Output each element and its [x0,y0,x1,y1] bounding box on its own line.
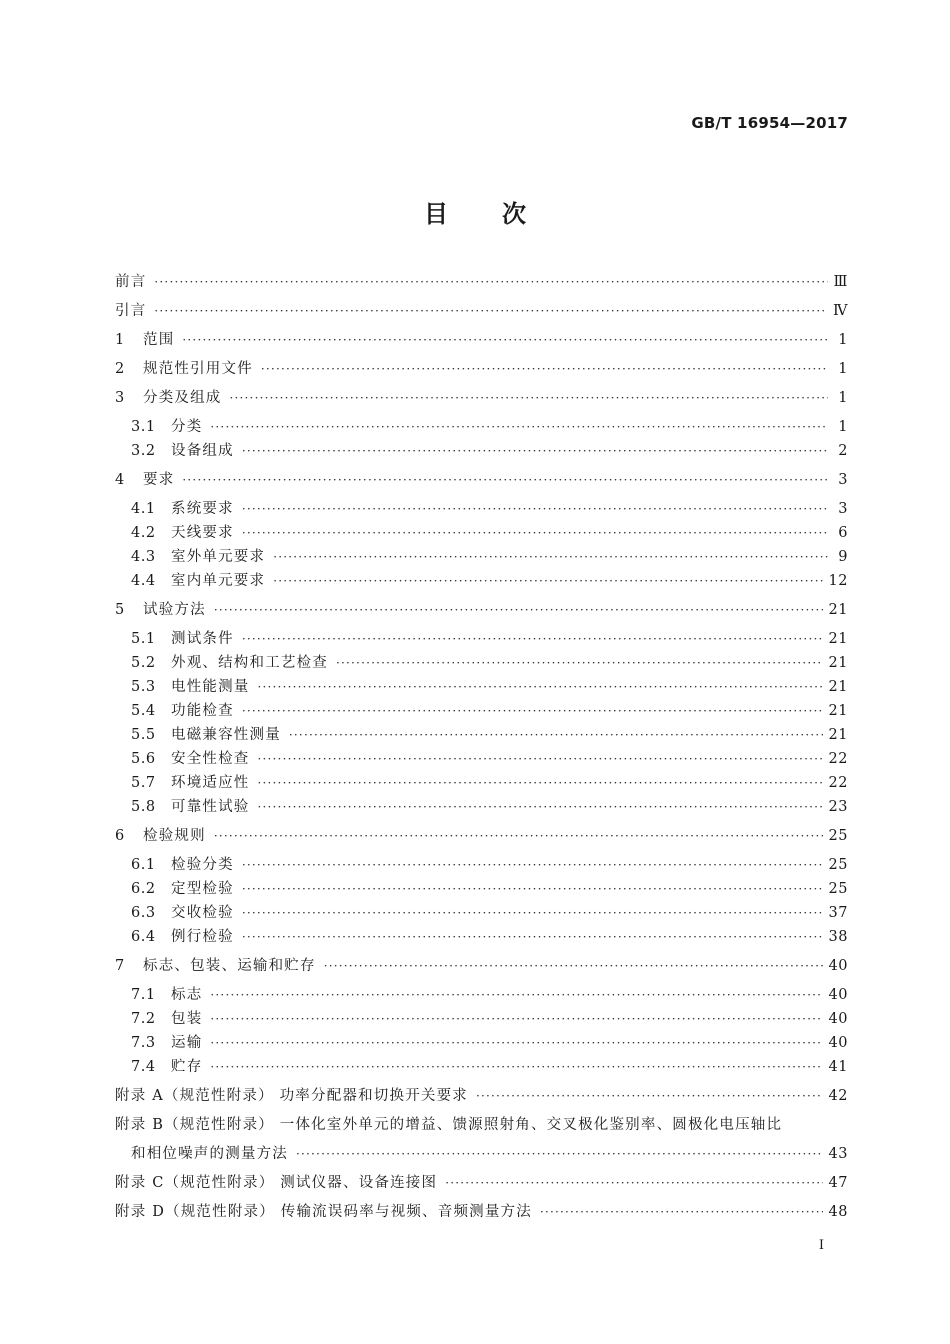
dot-leader [214,829,823,843]
toc-number: 2 [115,361,125,377]
toc-label: 可靠性试验 [171,799,250,815]
toc-number: 6.4 [131,929,156,945]
toc-label: 附录 D（规范性附录） 传输流误码率与视频、音频测量方法 [115,1204,532,1220]
toc-label: 电磁兼容性测量 [171,727,281,743]
toc-subentry[interactable] [115,853,848,877]
toc-subentry[interactable] [115,521,848,545]
toc-number: 5.7 [131,775,156,791]
toc-page: 21 [828,679,848,695]
toc-label: 交收检验 [171,905,234,921]
dot-leader [242,882,823,896]
toc-page: Ⅲ [833,274,848,290]
toc-label: 分类 [171,419,203,435]
toc-number: 7.4 [131,1059,156,1075]
toc-label: 引言 [115,303,147,319]
dot-leader [182,473,828,487]
toc-number: 5.4 [131,703,156,719]
toc-page: 43 [828,1146,848,1162]
toc-page: 1 [838,390,848,406]
toc-label: 设备组成 [171,443,234,459]
toc-number: 3.2 [131,443,156,459]
toc-page: 21 [828,655,848,671]
toc-number: 3 [115,390,125,406]
toc-page: 2 [838,443,848,459]
toc-label: 贮存 [171,1059,203,1075]
toc-subentry[interactable] [115,747,848,771]
toc-subentry[interactable] [115,1007,848,1031]
toc-label: 功能检查 [171,703,234,719]
toc-page: 3 [838,472,848,488]
toc-label: 安全性检查 [171,751,250,767]
toc-label: 检验分类 [171,857,234,873]
toc-subentry[interactable] [115,627,848,651]
toc-label: 天线要求 [171,525,234,541]
toc-label: 包装 [171,1011,203,1027]
toc-number: 4.4 [131,573,156,589]
toc-subentry[interactable] [115,723,848,747]
toc-entry[interactable] [115,468,848,492]
dot-leader [154,275,827,289]
dot-leader [242,502,828,516]
toc-label: 室外单元要求 [171,549,266,565]
dot-leader [242,858,823,872]
toc-number: 6 [115,828,125,844]
dot-leader [445,1176,822,1190]
dot-leader [258,680,823,694]
toc-entry-introduction[interactable] [115,299,848,323]
toc-number: 5 [115,602,125,618]
toc-subentry[interactable] [115,925,848,949]
toc-page: 42 [828,1088,848,1104]
toc-subentry[interactable] [115,1031,848,1055]
toc-number: 3.1 [131,419,156,435]
dot-leader [242,444,828,458]
toc-label: 环境适应性 [171,775,250,791]
toc-number: 5.8 [131,799,156,815]
toc-number: 4.2 [131,525,156,541]
toc-label: 例行检验 [171,929,234,945]
toc-subentry[interactable] [115,545,848,569]
page-title: 目次 [424,199,580,228]
toc-page: 21 [828,703,848,719]
toc-subentry[interactable] [115,771,848,795]
dot-leader [273,574,822,588]
toc-subentry[interactable] [115,877,848,901]
toc-subentry[interactable] [115,415,848,439]
toc-subentry[interactable] [115,569,848,593]
toc-page: 22 [828,751,848,767]
toc-label: 电性能测量 [171,679,250,695]
toc-page: 1 [838,361,848,377]
toc-page: 25 [828,828,848,844]
dot-leader [210,1060,822,1074]
dot-leader [258,752,823,766]
toc-number: 7.1 [131,987,156,1003]
toc-appendix-c[interactable] [115,1171,848,1195]
toc-page: 12 [828,573,848,589]
toc-entry[interactable] [115,954,848,978]
toc-label: 和相位噪声的测量方法 [131,1146,288,1162]
toc-number: 1 [115,332,125,348]
toc-subentry[interactable] [115,1055,848,1079]
toc-page: 21 [828,602,848,618]
dot-leader [242,704,823,718]
toc-page: 48 [828,1204,848,1220]
toc-subentry[interactable] [115,901,848,925]
dot-leader [230,391,829,405]
toc-page: 9 [838,549,848,565]
toc-page: 1 [838,419,848,435]
toc-label: 室内单元要求 [171,573,266,589]
dot-leader [336,656,823,670]
toc-entry-preface[interactable] [115,270,848,294]
dot-leader [154,304,827,318]
toc-page: 38 [828,929,848,945]
dot-leader [258,776,823,790]
dot-leader [210,988,822,1002]
toc-page: 40 [828,1011,848,1027]
toc-subentry[interactable] [115,699,848,723]
dot-leader [242,526,828,540]
dot-leader [261,362,828,376]
toc-label: 定型检验 [171,881,234,897]
toc-number: 5.5 [131,727,156,743]
dot-leader [210,1036,822,1050]
toc-subentry[interactable] [115,675,848,699]
toc-number: 6.2 [131,881,156,897]
toc-number: 7 [115,958,125,974]
toc-entry[interactable] [115,598,848,622]
toc-entry[interactable] [115,328,848,352]
toc-label: 标志 [171,987,203,1003]
toc-subentry[interactable] [115,497,848,521]
dot-leader [540,1205,823,1219]
toc-label: 系统要求 [171,501,234,517]
toc-subentry[interactable] [115,439,848,463]
toc-number: 5.2 [131,655,156,671]
dot-leader [289,728,823,742]
toc-label: 附录 C（规范性附录） 测试仪器、设备连接图 [115,1175,438,1191]
toc-page: 25 [828,881,848,897]
toc-page: 40 [828,958,848,974]
toc-label: 测试条件 [171,631,234,647]
toc-subentry[interactable] [115,983,848,1007]
toc-number: 5.1 [131,631,156,647]
toc-page: 6 [838,525,848,541]
toc-label: 附录 A（规范性附录） 功率分配器和切换开关要求 [115,1088,468,1104]
toc-page: 22 [828,775,848,791]
dot-leader [476,1089,823,1103]
toc-page: 3 [838,501,848,517]
toc-label: 附录 B（规范性附录） 一体化室外单元的增益、馈源照射角、交叉极化鉴别率、圆极化电压轴比 [115,1117,783,1133]
page-number: I [818,1238,824,1253]
toc-page: 40 [828,987,848,1003]
toc-appendix-b[interactable] [115,1113,848,1137]
toc-page: 23 [828,799,848,815]
toc-page: 40 [828,1035,848,1051]
toc-appendix-d[interactable] [115,1200,848,1224]
dot-leader [296,1147,823,1161]
toc-label: 分类及组成 [143,390,222,406]
toc-entry[interactable] [115,386,848,410]
toc-number: 6.1 [131,857,156,873]
toc-number: 7.2 [131,1011,156,1027]
toc-label: 规范性引用文件 [143,361,253,377]
toc-label: 外观、结构和工艺检查 [171,655,328,671]
toc-subentry[interactable] [115,795,848,819]
toc-label: 运输 [171,1035,203,1051]
toc-number: 7.3 [131,1035,156,1051]
dot-leader [324,959,823,973]
toc-entry[interactable] [115,357,848,381]
toc-page: 21 [828,631,848,647]
dot-leader [242,930,823,944]
toc-number: 4 [115,472,125,488]
toc-appendix-a[interactable] [115,1084,848,1108]
dot-leader [210,1012,822,1026]
toc-number: 4.3 [131,549,156,565]
toc-page: 37 [828,905,848,921]
dot-leader [182,333,828,347]
toc-number: 5.3 [131,679,156,695]
toc-page: 21 [828,727,848,743]
toc-label: 范围 [143,332,175,348]
toc-label: 要求 [143,472,175,488]
toc-page: 25 [828,857,848,873]
toc-page: 47 [828,1175,848,1191]
toc-label: 试验方法 [143,602,206,618]
toc-label: 前言 [115,274,147,290]
toc-page: Ⅳ [833,303,848,319]
toc-page: 41 [828,1059,848,1075]
toc-entry[interactable] [115,824,848,848]
toc-page: 1 [838,332,848,348]
toc-label: 标志、包装、运输和贮存 [143,958,316,974]
toc-appendix-b-continuation[interactable] [115,1142,848,1166]
dot-leader [242,632,823,646]
dot-leader [258,800,823,814]
dot-leader [242,906,823,920]
toc-number: 5.6 [131,751,156,767]
dot-leader [210,420,828,434]
toc-subentry[interactable] [115,651,848,675]
dot-leader [273,550,828,564]
toc-number: 4.1 [131,501,156,517]
toc-number: 6.3 [131,905,156,921]
standard-code: GB/T 16954—2017 [691,114,848,132]
table-of-contents [115,270,848,1224]
toc-label: 检验规则 [143,828,206,844]
dot-leader [214,603,823,617]
